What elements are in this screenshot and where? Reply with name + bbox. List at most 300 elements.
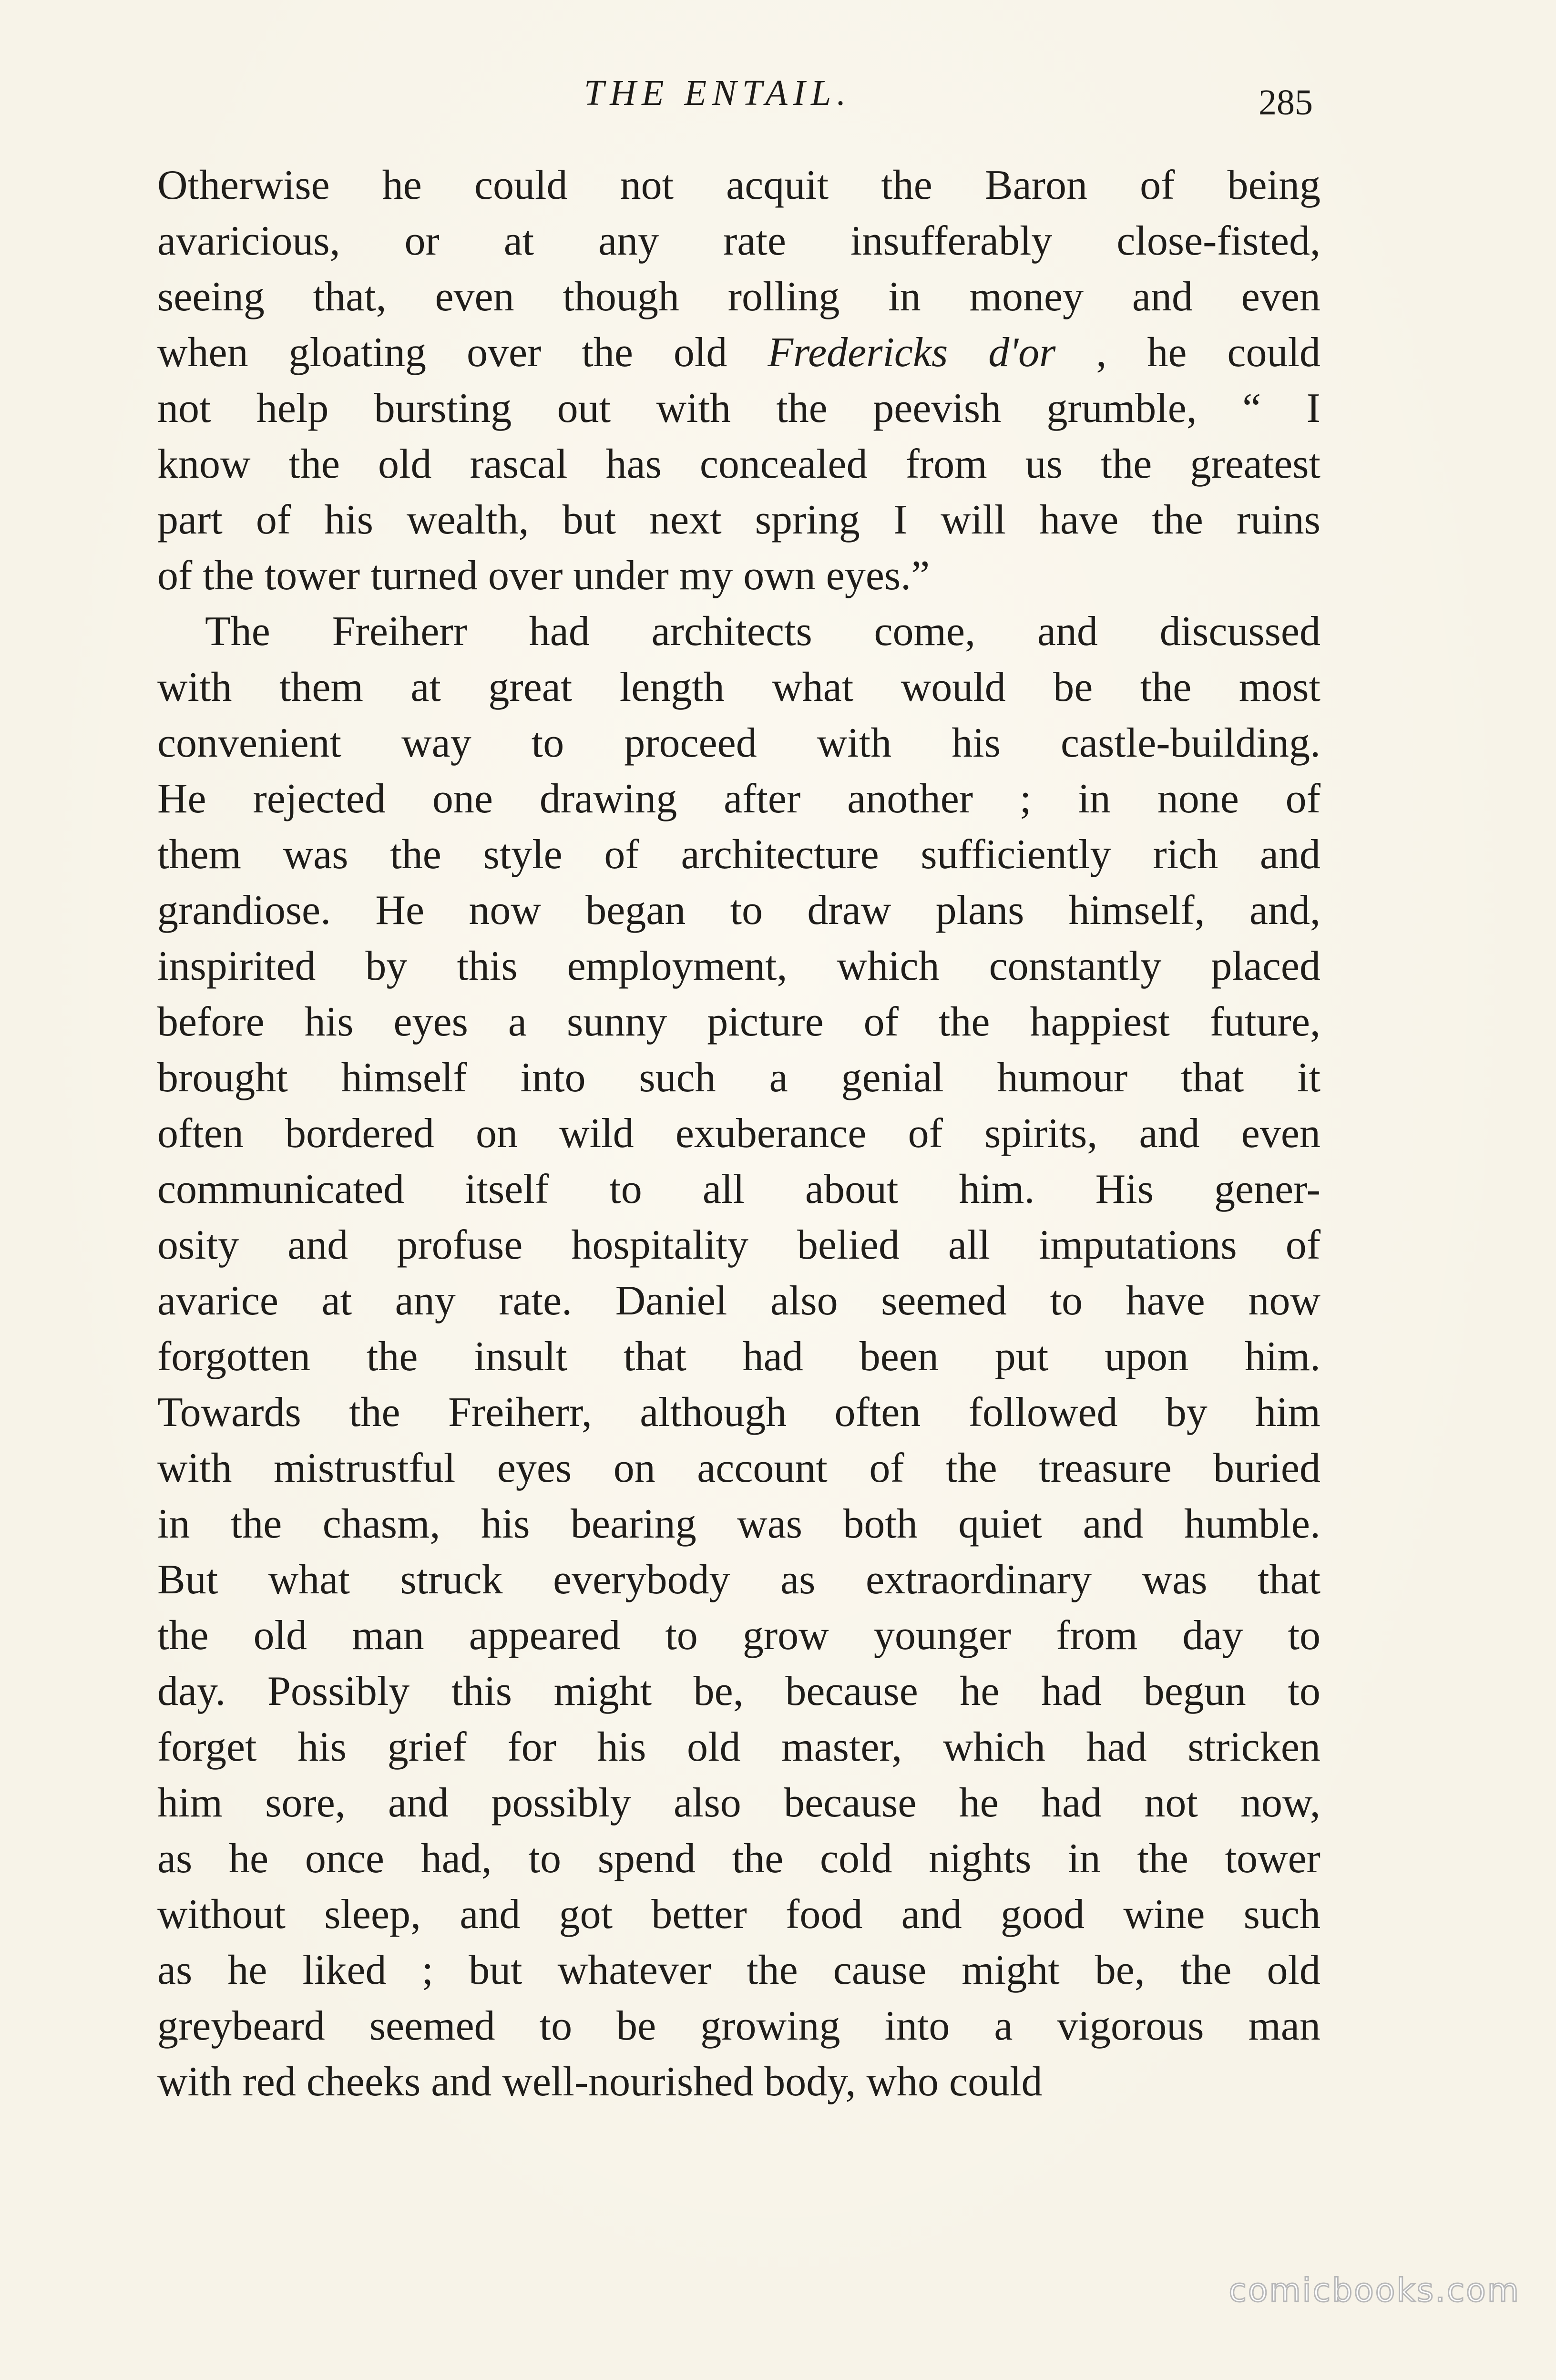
word: be (1053, 664, 1093, 710)
word: the (157, 1612, 209, 1659)
word: be, (693, 1668, 744, 1714)
word: upon (1105, 1334, 1189, 1380)
word: to (1288, 1668, 1321, 1714)
word: extraordinary (865, 1557, 1092, 1603)
word: him. (959, 1166, 1035, 1212)
word: d'or (988, 329, 1056, 376)
word: and (1132, 274, 1193, 320)
word: the (1140, 664, 1192, 710)
word: from (1056, 1612, 1138, 1659)
word: the (582, 329, 633, 376)
word: tower (1225, 1836, 1321, 1882)
word: had (529, 608, 590, 655)
word: the (1180, 1947, 1232, 1993)
word: and (1259, 831, 1321, 878)
word: He (375, 887, 425, 934)
word: rich (1153, 831, 1218, 878)
word: he (227, 1947, 267, 1993)
word: to (730, 887, 763, 934)
word: possibly (491, 1780, 631, 1826)
text-line (157, 269, 1321, 325)
word: because (785, 1668, 918, 1714)
word: insult (474, 1334, 567, 1380)
word: seemed (369, 2003, 495, 2049)
word: being (1227, 162, 1321, 208)
word: Freiherr (332, 608, 467, 655)
word: on (613, 1445, 655, 1491)
word: know (157, 441, 251, 487)
word: But (157, 1557, 218, 1603)
word: this (457, 943, 518, 989)
word: could (1227, 329, 1321, 376)
word: come, (874, 608, 976, 655)
text-line (157, 1942, 1321, 1998)
word: The (205, 608, 270, 655)
word: what (772, 664, 854, 710)
word: turned (370, 553, 478, 599)
text-line (157, 1719, 1321, 1775)
word: gener- (1214, 1166, 1321, 1212)
word: on (475, 1110, 518, 1157)
word: might (962, 1947, 1060, 1993)
word: great (488, 664, 573, 710)
word: Possibly (267, 1668, 410, 1714)
word: sleep, (324, 1891, 421, 1938)
word: one (432, 776, 493, 822)
word: Daniel (615, 1278, 727, 1324)
word: greatest (1190, 441, 1321, 487)
word: with (656, 385, 731, 431)
word: the (776, 385, 828, 431)
word: before (157, 999, 265, 1045)
word: man (352, 1612, 424, 1659)
word: and (287, 1222, 348, 1268)
text-line (157, 1608, 1321, 1663)
word: with (817, 720, 892, 766)
word: concealed (699, 441, 868, 487)
word: forgotten (157, 1334, 310, 1380)
word: osity (157, 1222, 239, 1268)
word: and (460, 1891, 521, 1938)
word: with (157, 664, 232, 710)
word: now, (1240, 1780, 1321, 1826)
word: sunny (567, 999, 667, 1045)
word: sore, (265, 1780, 346, 1826)
word: master, (781, 1724, 902, 1770)
word: him. (1245, 1334, 1321, 1380)
word: discussed (1159, 608, 1321, 655)
word: imputations (1039, 1222, 1237, 1268)
word: that (623, 1334, 686, 1380)
word: any (395, 1278, 456, 1324)
word: Fredericks (768, 329, 948, 376)
word: us (1025, 441, 1063, 487)
word: whatever (557, 1947, 712, 1993)
word: forget (157, 1724, 257, 1770)
word: the (946, 1445, 997, 1491)
word: picture (707, 999, 824, 1045)
word: day (1182, 1612, 1243, 1659)
word: often (834, 1389, 921, 1436)
word: of (1285, 776, 1321, 822)
word: eyes.” (826, 553, 930, 599)
word: grandiose. (157, 887, 331, 934)
word: them (157, 831, 241, 878)
word: had (1041, 1780, 1102, 1826)
word: gloating (288, 329, 427, 376)
word: was (1142, 1557, 1208, 1603)
word: them (279, 664, 363, 710)
text-line (157, 548, 1321, 604)
text-line (157, 771, 1321, 827)
word: this (451, 1668, 512, 1714)
word: the (349, 1389, 400, 1436)
word: might (553, 1668, 652, 1714)
word: or (404, 218, 440, 264)
word: part (157, 497, 223, 543)
word: been (859, 1334, 939, 1380)
word: better (651, 1891, 747, 1938)
word: a (769, 1055, 788, 1101)
word: was (283, 831, 348, 878)
word: he (382, 162, 422, 208)
word: had (1086, 1724, 1147, 1770)
word: I (1306, 385, 1321, 431)
word: liked (302, 1947, 387, 1993)
text-line (157, 325, 1321, 380)
body-text (157, 157, 1321, 2110)
word: appeared (469, 1612, 621, 1659)
word: help (256, 385, 329, 431)
word: the (230, 1501, 282, 1547)
word: into (520, 1055, 586, 1101)
word: of (157, 553, 193, 599)
word: and (901, 1891, 962, 1938)
word: communicated (157, 1166, 405, 1212)
word: day. (157, 1668, 226, 1714)
word: the (390, 831, 441, 878)
word: acquit (726, 162, 829, 208)
word: had, (420, 1836, 492, 1882)
word: ; (1019, 776, 1032, 822)
word: grow (742, 1612, 829, 1659)
word: tower (264, 553, 360, 599)
word: itself (465, 1166, 549, 1212)
word: and (431, 2059, 492, 2105)
word: was (737, 1501, 803, 1547)
word: eyes (393, 999, 468, 1045)
word: often (157, 1110, 244, 1157)
word: who (866, 2059, 939, 2105)
word: he (229, 1836, 269, 1882)
word: the (1152, 497, 1203, 543)
word: inspirited (157, 943, 316, 989)
word: rejected (253, 776, 386, 822)
word: even (1241, 274, 1321, 320)
word: old (687, 1724, 741, 1770)
word: Baron (984, 162, 1087, 208)
word: of (869, 1445, 904, 1491)
word: stricken (1187, 1724, 1321, 1770)
word: such (639, 1055, 716, 1101)
word: the (747, 1947, 798, 1993)
word: future, (1209, 999, 1321, 1045)
word: the (938, 999, 990, 1045)
word: everybody (553, 1557, 730, 1603)
word: most (1239, 664, 1321, 710)
word: avarice (157, 1278, 278, 1324)
word: be, (1095, 1947, 1145, 1993)
word: the (1100, 441, 1152, 487)
word: to (665, 1612, 698, 1659)
text-line (157, 1217, 1321, 1273)
word: , (1096, 329, 1107, 376)
word: even (435, 274, 514, 320)
word: which (942, 1724, 1045, 1770)
word: bursting (374, 385, 512, 431)
word: begun (1143, 1668, 1246, 1714)
word: at (321, 1278, 352, 1324)
word: avaricious, (157, 218, 340, 264)
word: wild (559, 1110, 634, 1157)
word: not (1144, 1780, 1198, 1826)
word: to (1050, 1278, 1083, 1324)
word: rascal (470, 441, 568, 487)
word: mistrustful (273, 1445, 456, 1491)
word: even (1241, 1110, 1321, 1157)
word: genial (841, 1055, 944, 1101)
word: from (905, 441, 987, 487)
word: next (649, 497, 722, 543)
word: old (378, 441, 432, 487)
text-line (157, 882, 1321, 938)
text-line (157, 492, 1321, 548)
word: to (1288, 1612, 1321, 1659)
word: close-fisted, (1116, 218, 1321, 264)
word: placed (1211, 943, 1321, 989)
word: himself (341, 1055, 467, 1101)
word: to (609, 1166, 642, 1212)
word: in (888, 274, 921, 320)
text-line (157, 1106, 1321, 1161)
word: with (157, 1445, 232, 1491)
word: got (559, 1891, 613, 1938)
word: into (884, 2003, 950, 2049)
word: have (1126, 1278, 1205, 1324)
word: and (388, 1780, 449, 1826)
word: cause (833, 1947, 927, 1993)
word: what (268, 1557, 350, 1603)
word: such (1243, 1891, 1321, 1938)
word: will (941, 497, 1006, 543)
text-line (157, 1496, 1321, 1552)
word: it (1297, 1055, 1321, 1101)
word: Otherwise (157, 162, 330, 208)
word: as (157, 1836, 193, 1882)
word: bearing (570, 1501, 696, 1547)
word: well-nourished (502, 2059, 754, 2105)
word: the (881, 162, 932, 208)
word: seeing (157, 274, 265, 320)
word: drawing (539, 776, 677, 822)
text-line (157, 157, 1321, 213)
word: over (488, 553, 563, 599)
word: and (1037, 608, 1098, 655)
word: could (474, 162, 568, 208)
word: of (1140, 162, 1175, 208)
word: of (863, 999, 899, 1045)
text-line (157, 1831, 1321, 1887)
word: architecture (681, 831, 879, 878)
word: old (253, 1612, 307, 1659)
word: my (679, 553, 733, 599)
word: Towards (157, 1389, 301, 1436)
word: with (157, 2059, 232, 2105)
word: his (597, 1724, 646, 1770)
word: his (952, 720, 1001, 766)
word: under (573, 553, 669, 599)
word: spend (597, 1836, 696, 1882)
word: as (157, 1947, 193, 1993)
word: not (157, 385, 211, 431)
word: the (732, 1836, 784, 1882)
text-line (157, 827, 1321, 882)
word: now (469, 887, 541, 934)
word: younger (873, 1612, 1012, 1659)
word: vigorous (1057, 2003, 1204, 2049)
word: and, (1249, 887, 1321, 934)
word: both (843, 1501, 918, 1547)
word: that (1258, 1557, 1321, 1603)
word: to (531, 720, 564, 766)
word: growing (700, 2003, 840, 2049)
word: of (1285, 1222, 1321, 1268)
word: any (598, 218, 659, 264)
word: him (1255, 1389, 1321, 1436)
word: quiet (958, 1501, 1043, 1547)
word: about (805, 1166, 899, 1212)
word: way (401, 720, 471, 766)
word: treasure (1039, 1445, 1172, 1491)
text-line (157, 1273, 1321, 1329)
word: food (786, 1891, 863, 1938)
word: had (1041, 1668, 1102, 1714)
page-number: 285 (1259, 82, 1313, 123)
text-line (157, 938, 1321, 994)
word: he (959, 1780, 999, 1826)
word: bordered (285, 1110, 434, 1157)
word: but (562, 497, 616, 543)
word: rolling (727, 274, 840, 320)
word: the (203, 553, 254, 599)
word: proceed (624, 720, 757, 766)
word: wealth, (407, 497, 529, 543)
word: also (673, 1780, 741, 1826)
word: over (467, 329, 542, 376)
text-line (157, 436, 1321, 492)
word: the (288, 441, 340, 487)
word: in (1068, 1836, 1101, 1882)
word: to (539, 2003, 573, 2049)
word: grumble, (1046, 385, 1197, 431)
word: be (616, 2003, 656, 2049)
word: hospitality (571, 1222, 748, 1268)
word: not (620, 162, 674, 208)
word: account (697, 1445, 828, 1491)
text-line (157, 213, 1321, 269)
text-line (157, 1385, 1321, 1440)
word: a (994, 2003, 1013, 2049)
text-line (157, 994, 1321, 1050)
text-line (157, 2054, 1321, 2110)
word: all (948, 1222, 990, 1268)
text-line (157, 1552, 1321, 1608)
word: as (780, 1557, 816, 1603)
word: body, (764, 2059, 856, 2105)
word: His (1095, 1166, 1154, 1212)
word: could (949, 2059, 1043, 2105)
word: none (1157, 776, 1239, 822)
text-line (157, 1440, 1321, 1496)
word: put (994, 1334, 1049, 1380)
word: without (157, 1891, 286, 1938)
text-line (157, 1050, 1321, 1106)
word: another (847, 776, 973, 822)
word: brought (157, 1055, 288, 1101)
word: at (410, 664, 441, 710)
text-line (157, 1775, 1321, 1831)
word: now (1248, 1278, 1321, 1324)
word: would (901, 664, 1006, 710)
word: although (640, 1389, 787, 1436)
word: exuberance (675, 1110, 867, 1157)
word: but (469, 1947, 522, 1993)
word: of (256, 497, 291, 543)
watermark: comicbooks.com (1228, 2272, 1520, 2309)
word: red (242, 2059, 296, 2105)
word: happiest (1030, 999, 1170, 1045)
word: ; (421, 1947, 434, 1993)
word: had (742, 1334, 803, 1380)
word: after (724, 776, 801, 822)
word: eyes (497, 1445, 572, 1491)
word: struck (400, 1557, 503, 1603)
word: profuse (397, 1222, 523, 1268)
word: a (508, 999, 527, 1045)
running-title: THE ENTAIL. (584, 73, 852, 113)
word: he (960, 1668, 1000, 1714)
running-head (0, 67, 1556, 123)
word: buried (1213, 1445, 1321, 1491)
word: cold (819, 1836, 892, 1882)
word: his (304, 999, 354, 1045)
word: rate (723, 218, 786, 264)
word: him (157, 1780, 223, 1826)
word: which (837, 943, 940, 989)
word: grief (387, 1724, 467, 1770)
word: “ (1242, 385, 1261, 431)
word: seemed (881, 1278, 1007, 1324)
word: followed (968, 1389, 1118, 1436)
word: himself, (1068, 887, 1205, 934)
word: money (969, 274, 1084, 320)
word: for (507, 1724, 556, 1770)
word: spirits, (984, 1110, 1098, 1157)
word: belied (797, 1222, 900, 1268)
word: out (557, 385, 611, 431)
word: in (1078, 776, 1111, 822)
word: in (157, 1501, 190, 1547)
